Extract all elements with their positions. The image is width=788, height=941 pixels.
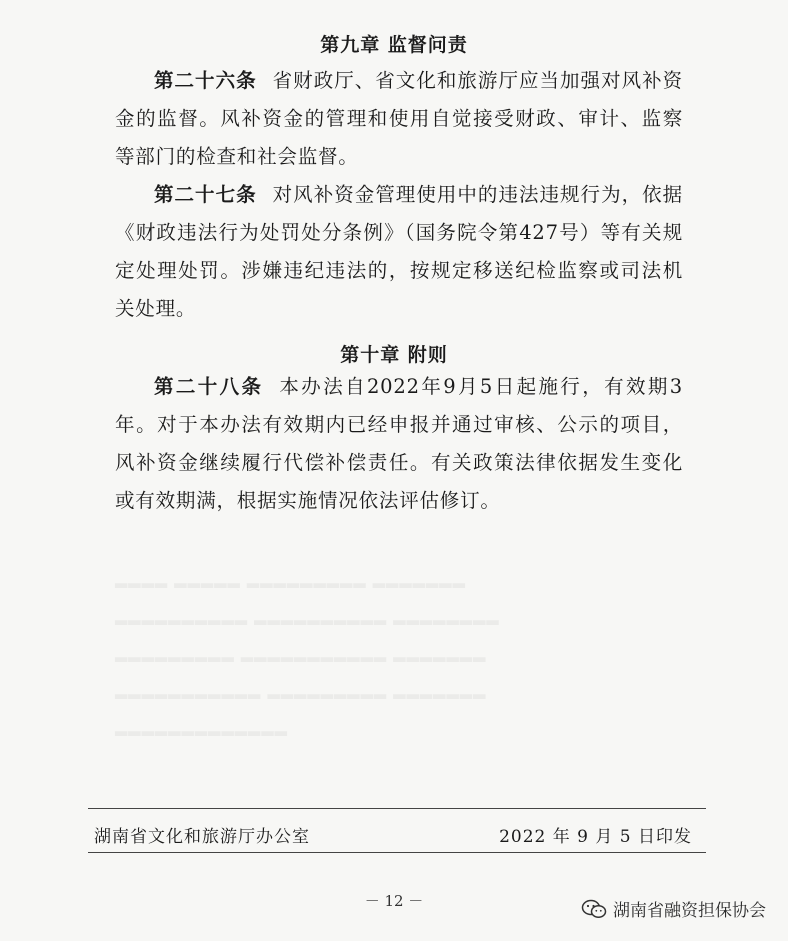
article-28-text: 本办法自2022年9月5日起施行，有效期3年。对于本办法有效期内已经申报并通过审核、公示的项目，风补资金继续履行代偿补偿责任。有关政策法律依据发生变化或有效期满，根据实施情况依法评估修订。 [115,375,683,512]
wechat-icon [581,899,607,919]
chapter-9-heading: 第九章 监督问责 [320,34,468,56]
footer-bottom-rule [88,852,706,853]
article-27 [115,176,683,328]
article-27-text: 对风补资金管理使用中的违法违规行为，依据《财政违法行为处罚处分条例》（国务院令第427号）等有关规定处理处罚。涉嫌违纪违法的，按规定移送纪检监察或司法机关处理。 [115,183,683,320]
article-28 [115,368,683,520]
page-number: － 12 － [364,892,424,910]
watermark-text: 湖南省融资担保协会 [613,901,766,921]
footer-top-rule [88,808,706,809]
chapter-10-heading: 第十章 附则 [340,344,448,366]
wechat-watermark [581,896,766,921]
article-27-label: 第二十七条 [154,183,257,206]
article-26-text: 省财政厅、省文化和旅游厅应当加强对风补资金的监督。风补资金的管理和使用自觉接受财政、审计、监察等部门的检查和社会监督。 [115,69,683,168]
bleed-through-text [115,560,695,745]
article-26 [115,62,683,176]
footer-issue-date: 2022 年 9 月 5 日印发 [499,827,692,847]
article-26-label: 第二十六条 [154,69,257,92]
article-28-label: 第二十八条 [154,375,264,398]
footer-issuer: 湖南省文化和旅游厅办公室 [94,827,310,847]
